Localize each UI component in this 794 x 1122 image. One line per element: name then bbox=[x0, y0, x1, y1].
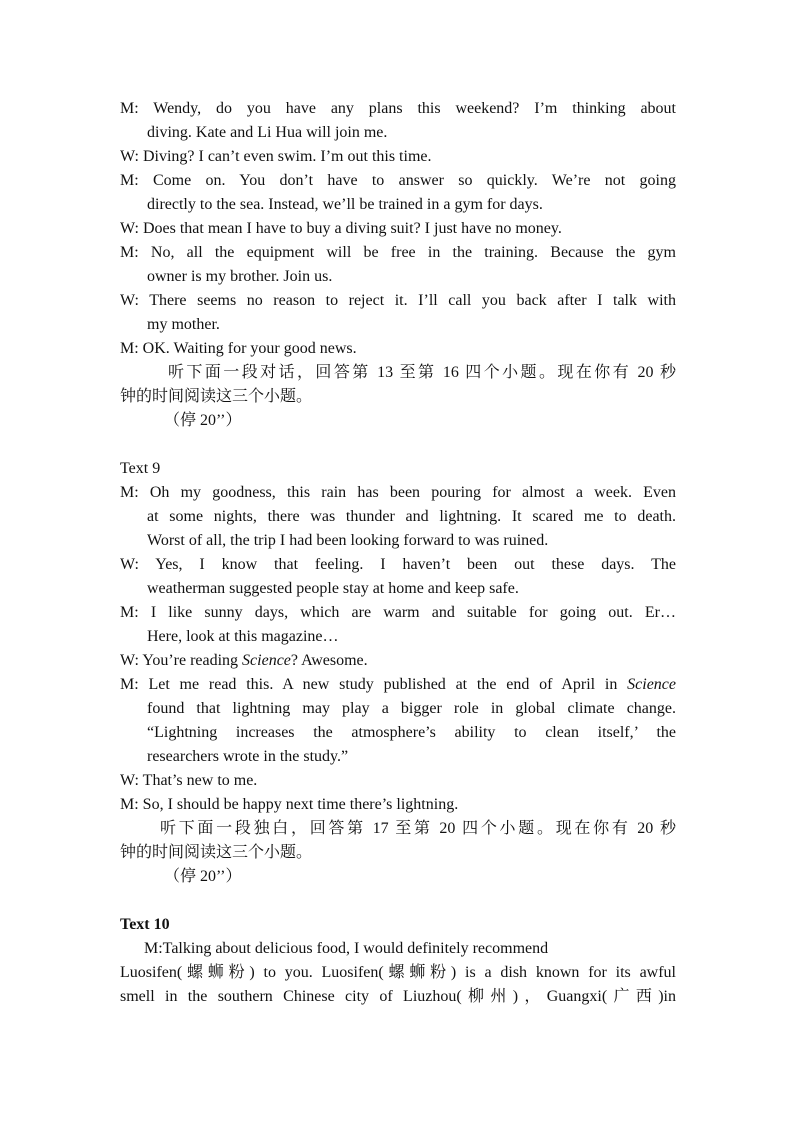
text-line: W: There seems no reason to reject it. I’ll call you back after I talk with bbox=[120, 292, 676, 309]
text-line: W: That’s new to me. bbox=[120, 772, 258, 789]
text-line: my mother. bbox=[147, 316, 220, 333]
text-line: Worst of all, the trip I had been looking forward to was ruined. bbox=[147, 532, 549, 549]
text9-title: Text 9 bbox=[120, 460, 161, 477]
text-line: 钟的时间阅读这三个小题。 bbox=[120, 844, 313, 861]
text-line: M: Wendy, do you have any plans this weekend? I’m thinking about bbox=[120, 100, 676, 117]
text-line: Here, look at this magazine… bbox=[147, 628, 339, 645]
text-line: weatherman suggested people stay at home and keep safe. bbox=[147, 580, 519, 597]
dialogue-text9-part2 bbox=[120, 697, 676, 889]
text-line: owner is my brother. Join us. bbox=[147, 268, 333, 285]
text-line: （停 20’’） bbox=[164, 412, 242, 429]
text-line: 听下面一段对话，回答第 13 至第 16 四个小题。现在你有 20 秒 bbox=[168, 364, 676, 381]
dialogue-line-science: W: You’re reading Science? Awesome. bbox=[120, 652, 368, 669]
text-line: M: Oh my goodness, this rain has been pouring for almost a week. Even bbox=[120, 484, 676, 501]
document-page bbox=[120, 97, 676, 1009]
text-line: M: Come on. You don’t have to answer so quickly. We’re not going bbox=[120, 172, 676, 189]
text-line: 钟的时间阅读这三个小题。 bbox=[120, 388, 313, 405]
text-line: Luosifen(螺蛳粉) to you. Luosifen(螺蛳粉) is a dish known for its awful bbox=[120, 964, 676, 981]
monologue-text10 bbox=[120, 937, 676, 1009]
text-line: M: OK. Waiting for your good news. bbox=[120, 340, 357, 357]
text-line: M: So, I should be happy next time there’s lightning. bbox=[120, 796, 459, 813]
text-line: M: No, all the equipment will be free in the training. Because the gym bbox=[120, 244, 676, 261]
text-line: smell in the southern Chinese city of Liuzhou(柳州)，Guangxi(广西)in bbox=[120, 988, 676, 1005]
text-line: diving. Kate and Li Hua will join me. bbox=[147, 124, 388, 141]
text-line: found that lightning may play a bigger role in global climate change. bbox=[147, 700, 676, 717]
dialogue-line-study: M: Let me read this. A new study published at the end of April in Science bbox=[120, 676, 676, 693]
text-line: （停 20’’） bbox=[164, 868, 242, 885]
dialogue-text8 bbox=[120, 97, 676, 433]
text-line: W: Yes, I know that feeling. I haven’t been out these days. The bbox=[120, 556, 676, 573]
text-line: M: I like sunny days, which are warm and suitable for going out. Er… bbox=[120, 604, 676, 621]
text-line: researchers wrote in the study.” bbox=[147, 748, 349, 765]
text-line: W: Diving? I can’t even swim. I’m out this time. bbox=[120, 148, 432, 165]
text-line: at some nights, there was thunder and lightning. It scared me to death. bbox=[147, 508, 676, 525]
text-line: directly to the sea. Instead, we’ll be trained in a gym for days. bbox=[147, 196, 543, 213]
text-line: M:Talking about delicious food, I would definitely recommend bbox=[144, 940, 549, 957]
text-line: W: Does that mean I have to buy a diving suit? I just have no money. bbox=[120, 220, 562, 237]
text-line: 听下面一段独白，回答第 17 至第 20 四个小题。现在你有 20 秒 bbox=[160, 820, 676, 837]
text10-title: Text 10 bbox=[120, 916, 170, 933]
dialogue-text9-part1 bbox=[120, 481, 676, 649]
text-line: “Lightning increases the atmosphere’s ability to clean itself,’ the bbox=[147, 724, 676, 741]
